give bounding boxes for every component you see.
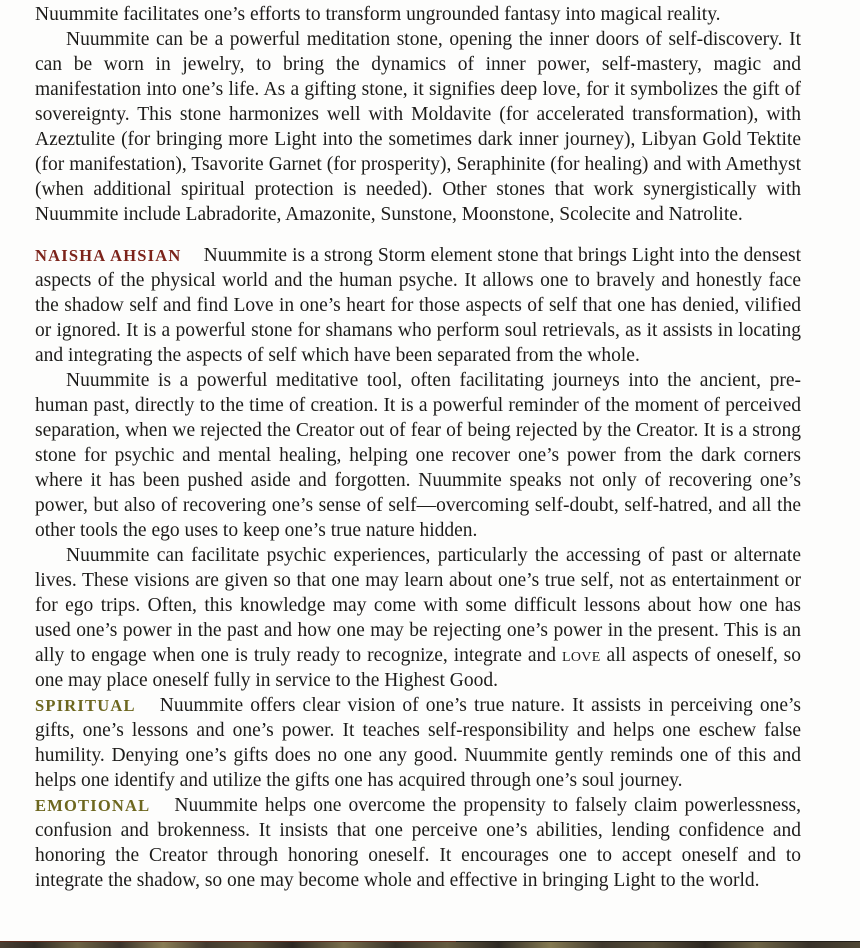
section-body-spiritual: Nuummite offers clear vision of one’s true nature. It assists in perceiving one’s gifts, one’s lessons and one’s power. It teaches self-responsibility and helps one eschew false humility. Denying one’s gifts does no one any good. Nuummite gently reminds one of this and helps one identify and utilize the gifts one has acquired through one’s soul journey. <box>35 695 802 791</box>
photo-top-edge-strip <box>0 941 860 948</box>
section-naisha-ahsian <box>35 243 801 368</box>
paragraph-psychic-experiences <box>35 543 801 693</box>
section-emotional <box>35 793 801 893</box>
section-label-spiritual: SPIRITUAL <box>35 696 136 715</box>
section-label-naisha-ahsian: NAISHA AHSIAN <box>35 246 182 265</box>
smallcaps-love-word: love <box>562 645 601 666</box>
paragraph-continuation: Nuummite facilitates one’s efforts to transform ungrounded fantasy into magical reality. <box>35 4 721 25</box>
paragraph-psychic-pre: Nuummite can facilitate psychic experiences, particularly the accessing of past or alternate lives. These visions are given so that one may learn about one’s true self, not as entertainment or for ego trips. Often, this knowledge may come with some difficult lessons about how one has used one’s power in the past and how one may be rejecting one’s power in the present. This is an ally to engage when one is truly ready to recognize, integrate and <box>35 545 801 666</box>
section-body-emotional: Nuummite helps one overcome the propensity to falsely claim powerlessness, confusion and brokenness. It insists that one perceive one’s abilities, lending confidence and honoring the Creator through honoring oneself. It encourages one to accept oneself and to integrate the shadow, so one may become whole and effective in bringing Light to the world. <box>35 795 801 891</box>
section-label-emotional: EMOTIONAL <box>35 796 151 815</box>
section-body-naisha-ahsian: Nuummite is a strong Storm element stone that brings Light into the densest aspects of the physical world and the human psyche. It allows one to bravely and honestly face the shadow self and find Love in one’s heart for those aspects of self that one has denied, vilified or ignored. It is a powerful stone for shamans who perform soul retrievals, as it assists in locating and integrating the aspects of self which have been separated from the whole. <box>35 245 802 366</box>
section-spiritual <box>35 693 801 793</box>
paragraph-psychic-post: all aspects of oneself, so one may place oneself fully in service to the Highest Good. <box>35 645 802 691</box>
paragraph-meditation-stone: Nuummite can be a powerful meditation stone, opening the inner doors of self-discovery. It can be worn in jewelry, to bring the dynamics of inner power, self-mastery, magic and manifestation into one’s life. As a gifting stone, it signifies deep love, for it symbolizes the gift of sovereignty. This stone harmonizes well with Moldavite (for accelerated transformation), with Azeztulite (for bringing more Light into the sometimes dark inner journey), Libyan Gold Tektite (for manifestation), Tsavorite Garnet (for prosperity), Seraphinite (for healing) and with Amethyst (when additional spiritual protection is needed). Other stones that work synergistically with Nuummite include Labradorite, Amazonite, Sunstone, Moonstone, Scolecite and Natrolite. <box>35 29 801 225</box>
paragraph-meditative-tool: Nuummite is a powerful meditative tool, often facilitating journeys into the ancient, pre-human past, directly to the time of creation. It is a powerful reminder of the moment of perceived separation, when we rejected the Creator out of fear of being rejected by the Creator. It is a strong stone for psychic and mental healing, helping one recover one’s power from the dark corners where it has been pushed aside and forgotten. Nuummite speaks not only of recovering one’s power, but also of recovering one’s sense of self—overcoming self-doubt, self-hatred, and all the other tools the ego uses to keep one’s true nature hidden. <box>35 370 801 541</box>
